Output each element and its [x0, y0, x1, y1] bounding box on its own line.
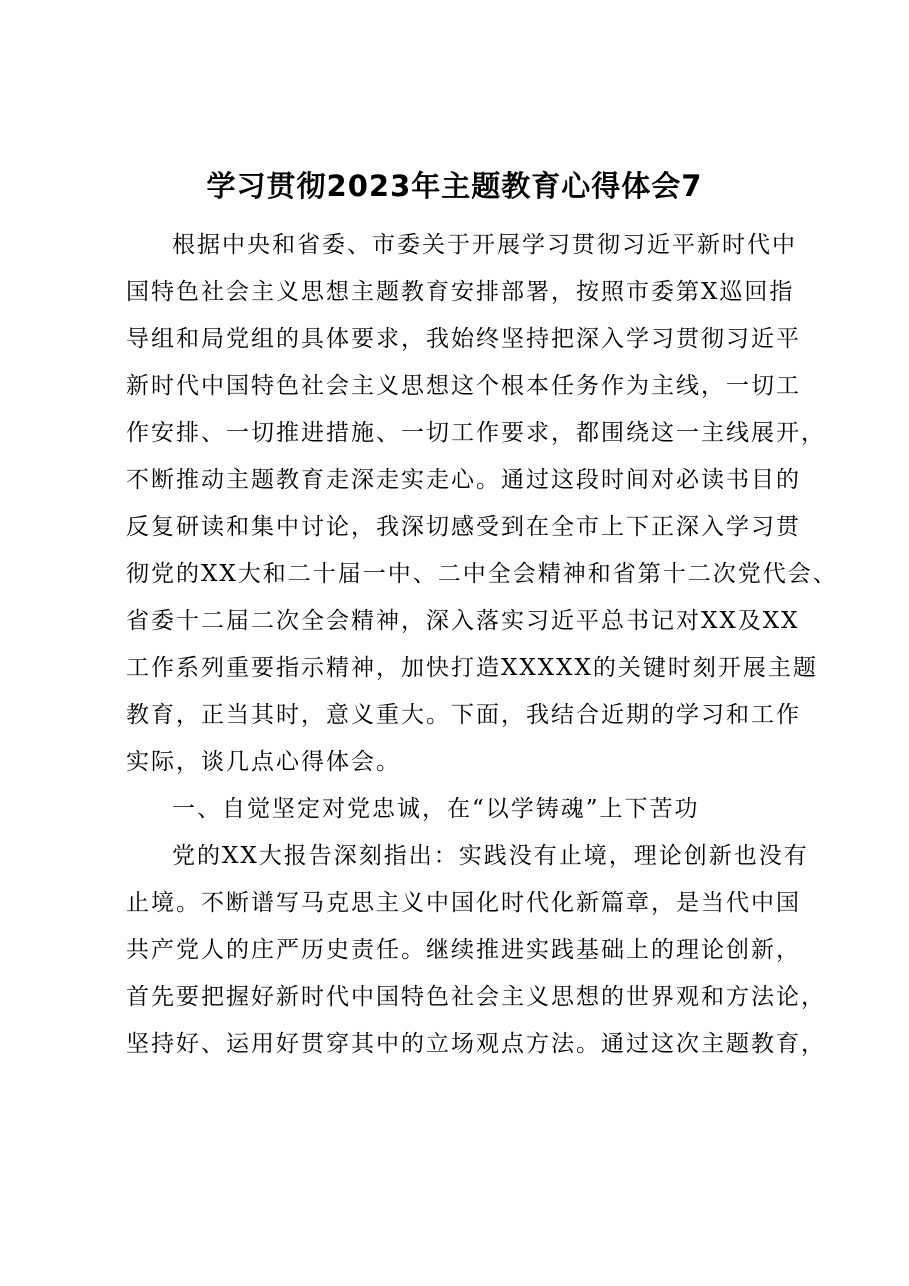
document-title: 学习贯彻2023年主题教育心得体会7	[206, 169, 703, 203]
paragraph-first-line: 党的XX大报告深刻指出：实践没有止境，理论创新也没有	[172, 843, 809, 869]
text-line: 作安排、一切推进措施、一切工作要求，都围绕这一主线展开，	[126, 420, 826, 446]
paragraph-first-line: 根据中央和省委、市委关于开展学习贯彻习近平新时代中	[172, 232, 797, 258]
text-line: 工作系列重要指示精神，加快打造XXXXX的关键时刻开展主题	[126, 655, 818, 681]
text-line: 新时代中国特色社会主义思想这个根本任务作为主线，一切工	[126, 373, 801, 399]
text-line: 彻党的XX大和二十届一中、二中全会精神和省第十二次党代会、	[126, 561, 838, 587]
section-heading: 一、自觉坚定对党忠诚，在“以学铸魂”上下苦功	[172, 796, 700, 822]
text-line: 教育，正当其时，意义重大。下面，我结合近期的学习和工作	[126, 702, 801, 728]
text-line: 国特色社会主义思想主题教育安排部署，按照市委第X巡回指	[126, 279, 795, 305]
text-line: 实际，谈几点心得体会。	[126, 749, 401, 775]
text-line: 止境。不断谱写马克思主义中国化时代化新篇章，是当代中国	[126, 890, 801, 916]
text-line: 坚持好、运用好贯穿其中的立场观点方法。通过这次主题教育，	[126, 1031, 826, 1057]
text-line: 省委十二届二次全会精神，深入落实习近平总书记对XX及XX	[126, 608, 800, 634]
text-line: 不断推动主题教育走深走实走心。通过这段时间对必读书目的	[126, 467, 801, 493]
document-body	[126, 222, 838, 1068]
text-line: 反复研读和集中讨论，我深切感受到在全市上下正深入学习贯	[126, 514, 801, 540]
text-line: 导组和局党组的具体要求，我始终坚持把深入学习贯彻习近平	[126, 326, 801, 352]
text-line: 共产党人的庄严历史责任。继续推进实践基础上的理论创新，	[126, 937, 801, 963]
text-line: 首先要把握好新时代中国特色社会主义思想的世界观和方法论，	[126, 984, 826, 1010]
